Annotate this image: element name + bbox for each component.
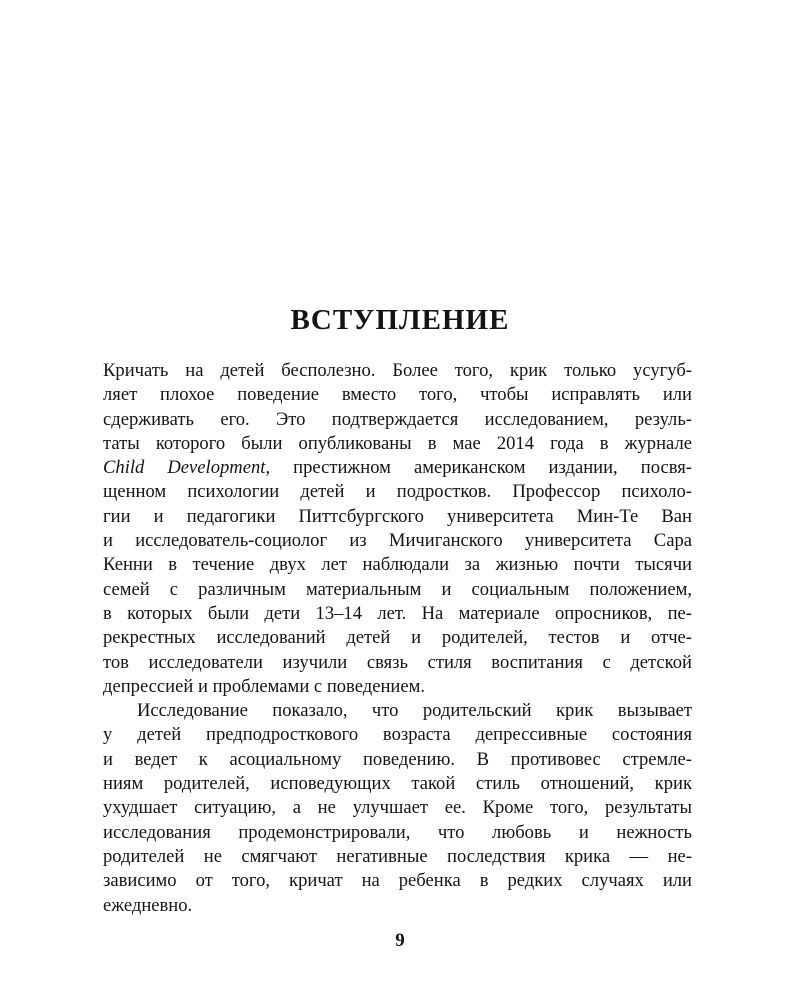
text-line: ниям родителей, исповедующих такой стиль отношений, крик (103, 773, 692, 795)
page-number: 9 (395, 930, 405, 951)
text-line: рекрестных исследований детей и родителей, тестов и отче- (103, 627, 692, 649)
text-line: зависимо от того, кричат на ребенка в редких случаях или (103, 870, 692, 892)
text-line: депрессией и проблемами с поведением. (103, 675, 426, 697)
text-line-rest: , престижном американском издании, посвя- (265, 457, 692, 479)
body-text (103, 359, 692, 918)
text-line: исследования продемонстрировали, что любовь и нежность (103, 821, 692, 843)
text-line: щенном психологии детей и подростков. Профессор психоло- (103, 481, 692, 503)
text-line: Кричать на детей бесполезно. Более того, крик только усугуб- (103, 360, 692, 381)
text-line: сдерживать его. Это подтверждается исследованием, резуль- (103, 408, 692, 430)
text-line: ляет плохое поведение вместо того, чтобы исправлять или (103, 384, 692, 406)
text-line: тов исследователи изучили связь стиля воспитания с детской (103, 651, 692, 673)
journal-name: Child Development (103, 457, 266, 479)
text-line: Кенни в течение двух лет наблюдали за жизнью почти тысячи (103, 554, 692, 576)
text-line: гии и педагогики Питтсбургского университета Мин-Те Ван (103, 505, 692, 527)
text-line: у детей предподросткового возраста депрессивные состояния (103, 724, 692, 746)
chapter-title: ВСТУПЛЕНИЕ (290, 304, 510, 336)
text-line: семей с различным материальным и социальным положением, (103, 578, 692, 600)
text-line: Исследование показало, что родительский крик вызывает (137, 700, 692, 722)
text-line (103, 456, 692, 480)
text-line: ухудшает ситуацию, а не улучшает ее. Кроме того, результаты (103, 797, 692, 819)
text-line: ежедневно. (103, 894, 193, 916)
text-line: родителей не смягчают негативные последствия крика — не- (103, 845, 692, 867)
text-line: таты которого были опубликованы в мае 2014 года в журнале (103, 432, 692, 454)
text-line: и ведет к асоциальному поведению. В противовес стремле- (103, 748, 692, 770)
text-line: в которых были дети 13–14 лет. На материале опросников, пе- (103, 602, 692, 624)
text-line: и исследователь-социолог из Мичиганского университета Сара (103, 530, 692, 552)
